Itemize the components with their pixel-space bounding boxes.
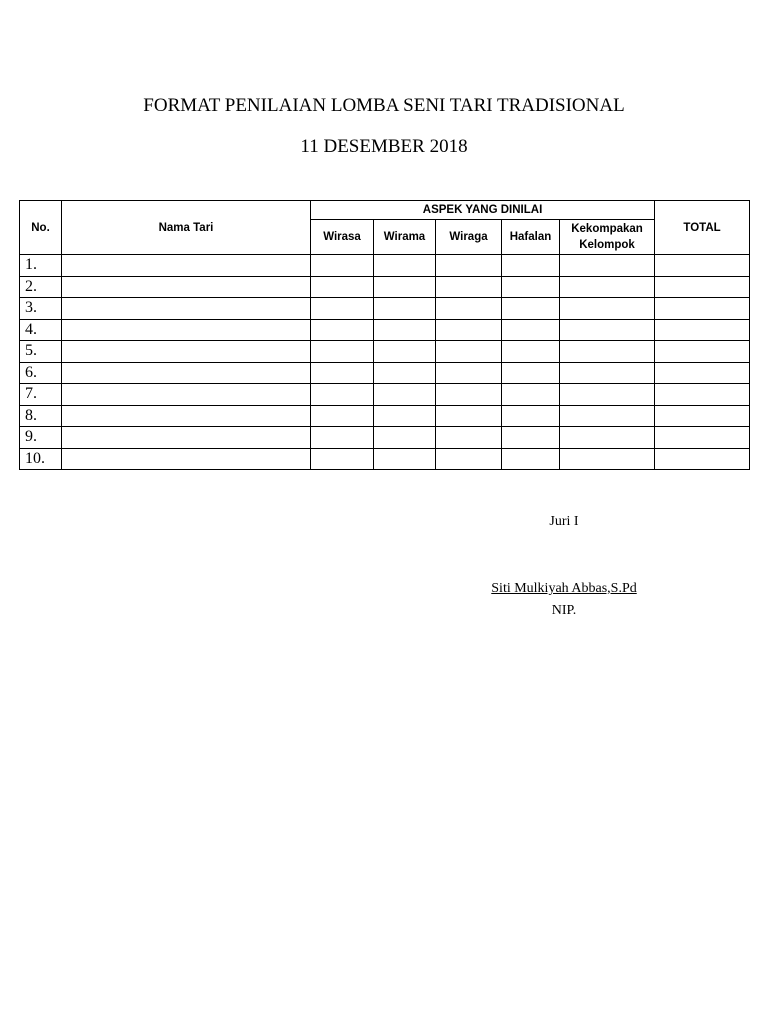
- nama-tari-cell[interactable]: [62, 427, 311, 449]
- total-cell[interactable]: [655, 384, 750, 406]
- total-cell[interactable]: [655, 298, 750, 320]
- kekompakan-cell[interactable]: [560, 427, 655, 449]
- wirasa-cell[interactable]: [311, 362, 374, 384]
- total-cell[interactable]: [655, 276, 750, 298]
- kekompakan-cell[interactable]: [560, 448, 655, 470]
- kekompakan-cell[interactable]: [560, 362, 655, 384]
- judge-role: Juri I: [549, 514, 579, 529]
- score-table-body: [20, 255, 750, 470]
- wiraga-cell[interactable]: [436, 362, 502, 384]
- header-no: No.: [20, 201, 62, 255]
- wiraga-cell[interactable]: [436, 255, 502, 277]
- row-number: 1.: [20, 255, 62, 277]
- row-number: 6.: [20, 362, 62, 384]
- wirasa-cell[interactable]: [311, 298, 374, 320]
- total-cell[interactable]: [655, 448, 750, 470]
- total-cell[interactable]: [655, 362, 750, 384]
- wirasa-cell[interactable]: [311, 255, 374, 277]
- nama-tari-cell[interactable]: [62, 298, 311, 320]
- nama-tari-cell[interactable]: [62, 319, 311, 341]
- table-row: [20, 448, 750, 470]
- wiraga-cell[interactable]: [436, 427, 502, 449]
- wirama-cell[interactable]: [374, 427, 436, 449]
- nama-tari-cell[interactable]: [62, 405, 311, 427]
- hafalan-cell[interactable]: [502, 448, 560, 470]
- wiraga-cell[interactable]: [436, 298, 502, 320]
- wiraga-cell[interactable]: [436, 341, 502, 363]
- header-wirasa: Wirasa: [311, 220, 374, 255]
- hafalan-cell[interactable]: [502, 384, 560, 406]
- header-wirama: Wirama: [374, 220, 436, 255]
- hafalan-cell[interactable]: [502, 427, 560, 449]
- hafalan-cell[interactable]: [502, 319, 560, 341]
- wirama-cell[interactable]: [374, 384, 436, 406]
- row-number: 7.: [20, 384, 62, 406]
- table-row: [20, 362, 750, 384]
- table-row: [20, 255, 750, 277]
- table-row: [20, 384, 750, 406]
- row-number: 2.: [20, 276, 62, 298]
- wiraga-cell[interactable]: [436, 405, 502, 427]
- nama-tari-cell[interactable]: [62, 276, 311, 298]
- wirasa-cell[interactable]: [311, 319, 374, 341]
- wirasa-cell[interactable]: [311, 384, 374, 406]
- kekompakan-cell[interactable]: [560, 298, 655, 320]
- total-cell[interactable]: [655, 255, 750, 277]
- nama-tari-cell[interactable]: [62, 362, 311, 384]
- hafalan-cell[interactable]: [502, 255, 560, 277]
- nama-tari-cell[interactable]: [62, 341, 311, 363]
- wirama-cell[interactable]: [374, 341, 436, 363]
- row-number: 3.: [20, 298, 62, 320]
- header-nama-tari: Nama Tari: [62, 201, 311, 255]
- wiraga-cell[interactable]: [436, 276, 502, 298]
- hafalan-cell[interactable]: [502, 276, 560, 298]
- table-row: [20, 319, 750, 341]
- wirama-cell[interactable]: [374, 448, 436, 470]
- header-total: TOTAL: [655, 201, 750, 255]
- wirama-cell[interactable]: [374, 405, 436, 427]
- wirama-cell[interactable]: [374, 255, 436, 277]
- nama-tari-cell[interactable]: [62, 255, 311, 277]
- total-cell[interactable]: [655, 405, 750, 427]
- total-cell[interactable]: [655, 427, 750, 449]
- hafalan-cell[interactable]: [502, 405, 560, 427]
- row-number: 9.: [20, 427, 62, 449]
- hafalan-cell[interactable]: [502, 298, 560, 320]
- wirasa-cell[interactable]: [311, 405, 374, 427]
- row-number: 10.: [20, 448, 62, 470]
- judge-name: Siti Mulkiyah Abbas,S.Pd: [491, 581, 637, 596]
- wirama-cell[interactable]: [374, 319, 436, 341]
- wirama-cell[interactable]: [374, 276, 436, 298]
- row-number: 4.: [20, 319, 62, 341]
- wiraga-cell[interactable]: [436, 384, 502, 406]
- judge-nip-label: NIP.: [551, 603, 577, 618]
- header-wiraga: Wiraga: [436, 220, 502, 255]
- header-aspek-yang-dinilai: ASPEK YANG DINILAI: [311, 201, 655, 220]
- document-date: 11 DESEMBER 2018: [300, 136, 468, 157]
- kekompakan-cell[interactable]: [560, 341, 655, 363]
- kekompakan-cell[interactable]: [560, 276, 655, 298]
- kekompakan-cell[interactable]: [560, 255, 655, 277]
- total-cell[interactable]: [655, 319, 750, 341]
- score-table: [19, 200, 750, 470]
- header-hafalan: Hafalan: [502, 220, 560, 255]
- table-row: [20, 405, 750, 427]
- row-number: 5.: [20, 341, 62, 363]
- wirasa-cell[interactable]: [311, 276, 374, 298]
- total-cell[interactable]: [655, 341, 750, 363]
- kekompakan-cell[interactable]: [560, 384, 655, 406]
- table-row: [20, 276, 750, 298]
- document-title: FORMAT PENILAIAN LOMBA SENI TARI TRADISIONAL: [143, 95, 625, 116]
- table-row: [20, 427, 750, 449]
- wirasa-cell[interactable]: [311, 341, 374, 363]
- table-row: [20, 298, 750, 320]
- header-row-top: [20, 201, 750, 220]
- wiraga-cell[interactable]: [436, 448, 502, 470]
- nama-tari-cell[interactable]: [62, 448, 311, 470]
- kekompakan-cell[interactable]: [560, 405, 655, 427]
- wirama-cell[interactable]: [374, 362, 436, 384]
- wirasa-cell[interactable]: [311, 427, 374, 449]
- wiraga-cell[interactable]: [436, 319, 502, 341]
- wirama-cell[interactable]: [374, 298, 436, 320]
- hafalan-cell[interactable]: [502, 341, 560, 363]
- header-kekompakan-kelompok: Kekompakan Kelompok: [560, 220, 655, 255]
- nama-tari-cell[interactable]: [62, 384, 311, 406]
- row-number: 8.: [20, 405, 62, 427]
- kekompakan-cell[interactable]: [560, 319, 655, 341]
- hafalan-cell[interactable]: [502, 362, 560, 384]
- wirasa-cell[interactable]: [311, 448, 374, 470]
- table-row: [20, 341, 750, 363]
